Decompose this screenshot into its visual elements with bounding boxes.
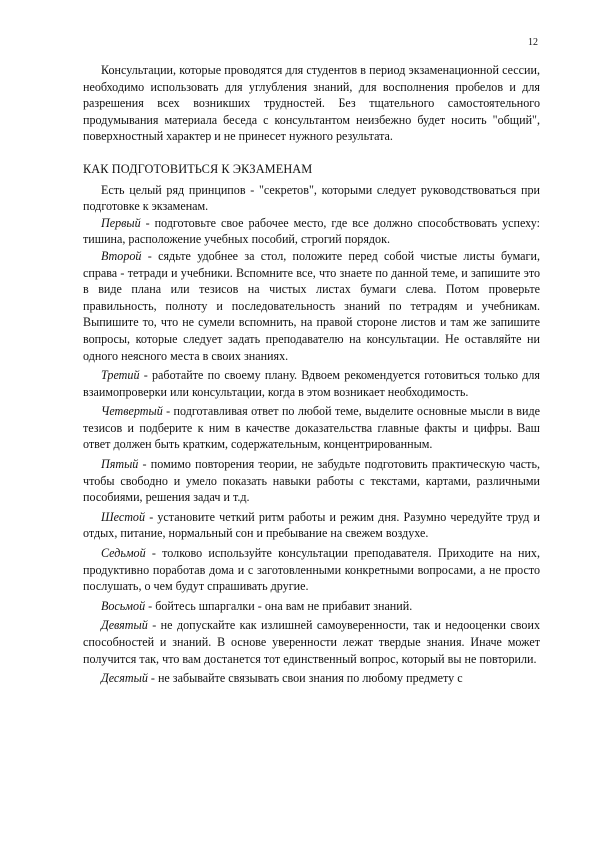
principle-text: - подготавливая ответ по любой теме, выделите основные мысли в виде тезисов и подберите к ним в качестве доказательства главные факты и цифры. Ваш ответ должен быть кратким, содержательным, концентрированным.	[83, 404, 540, 452]
principle-6	[83, 509, 540, 542]
principle-keyword: Первый	[101, 215, 141, 230]
principle-5	[83, 456, 540, 506]
principle-text: - установите четкий ритм работы и режим дня. Разумно чередуйте труд и отдых, питание, нормальный сон и пребывание на свежем воздухе.	[83, 509, 540, 541]
principle-text: - бойтесь шпаргалки - она вам не прибавит знаний.	[145, 598, 413, 613]
principle-2	[83, 248, 540, 364]
page-number: 12	[528, 37, 538, 48]
principle-keyword: Второй	[101, 248, 142, 263]
document-body	[83, 62, 540, 687]
principle-keyword: Шестой	[101, 509, 146, 524]
principle-text: - подготовьте свое рабочее место, где все должно способствовать успеху: тишина, расположение учебных пособий, строгий порядок.	[83, 215, 540, 247]
principle-text: - не допускайте как излишней самоуверенности, так и недооценки своих способностей и знаний. В основе уверенности лежат твердые знания. Иначе может получится так, что вам достанется тот единственный вопрос, который вы не повторили.	[83, 618, 540, 666]
principle-1	[83, 215, 540, 248]
principle-4	[83, 403, 540, 453]
principle-keyword: Восьмой	[101, 598, 146, 613]
principle-keyword: Десятый	[101, 671, 148, 686]
principle-keyword: Четвертый	[101, 404, 163, 419]
principle-text: - помимо повторения теории, не забудьте подготовить практическую часть, чтобы свободно и умело показать навыки работы с текстами, картами, различными пособиями, решения задач и т.д.	[83, 457, 540, 505]
principle-keyword: Пятый	[101, 457, 139, 472]
section-heading: КАК ПОДГОТОВИТЬСЯ К ЭКЗАМЕНАМ	[83, 161, 313, 176]
principle-text: - работайте по своему плану. Вдвоем рекомендуется готовиться только для взаимопроверки или консультации, когда в этом возникает необходимость.	[83, 368, 540, 399]
principle-9	[83, 617, 540, 667]
intro-paragraph: Консультации, которые проводятся для студентов в период экзаменационной сессии, необходимо использовать для углубления знаний, для восполнения пробелов и для разрешения всех возникших трудностей. Без тщательного самостоятельного продумывания материала беседа с консультантом неизбежно будет носить "общий", поверхностный характер и не принесет нужного результата.	[83, 63, 540, 144]
principle-keyword: Девятый	[101, 618, 148, 633]
principle-text: - сядьте удобнее за стол, положите перед собой чистые листы бумаги, справа - тетради и учебники. Вспомните все, что знаете по данной теме, и запишите это в виде плана или тезисов на чистых листах бумаги слева. Потом проверьте правильность, полноту и последовательность знаний по тетрадям и учебникам. Выпишите то, что не сумели вспомнить, на правой стороне листов и там же запишите вопросы, которые следует задать преподавателю на консультации. Не оставляйте ни одного неясного места в своих знаниях.	[83, 248, 540, 363]
principle-8	[83, 598, 540, 615]
principle-keyword: Седьмой	[101, 546, 146, 561]
principle-text: - не забывайте связывать свои знания по любому предмету с	[147, 671, 463, 686]
section-intro: Есть целый ряд принципов - "секретов", которыми следует руководствоваться при подготовке к экзаменам.	[83, 182, 540, 214]
principle-7	[83, 545, 540, 595]
principle-10	[83, 670, 540, 687]
principle-3	[83, 367, 540, 400]
principle-text: - толково используйте консультации преподавателя. Приходите на них, продуктивно поработав дома и с заготовленными конкретными вопросами, а не просто послушать, о чем будут спрашивать другие.	[83, 546, 540, 594]
principle-keyword: Третий	[101, 368, 140, 383]
